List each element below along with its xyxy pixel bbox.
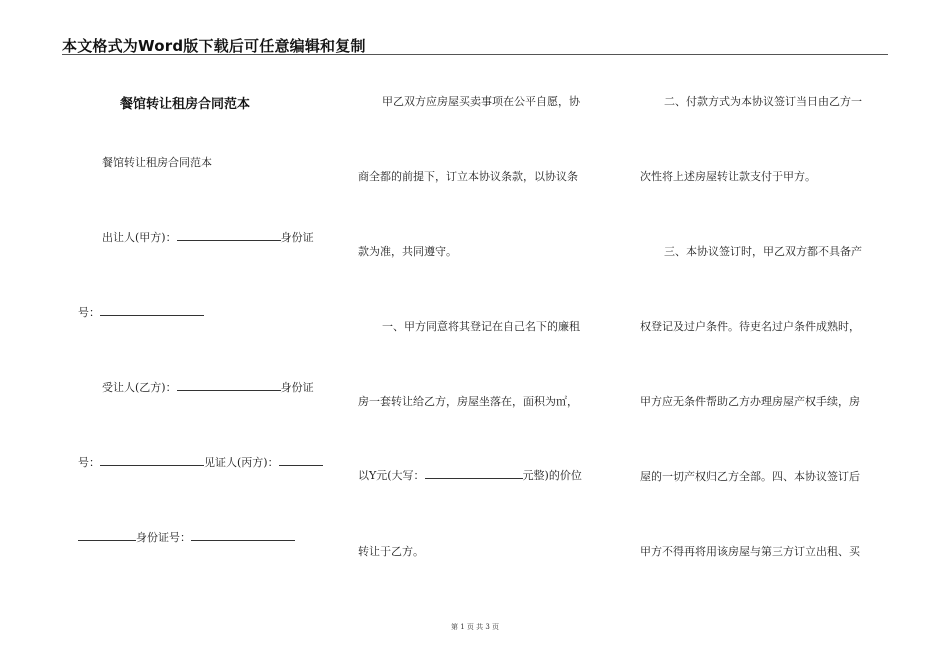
grantee-line — [102, 380, 314, 394]
page-header: 本文格式为Word版下载后可任意编辑和复制 — [62, 37, 366, 55]
price-blank — [425, 468, 523, 479]
col2-line-4: 一、甲方同意将其登记在自己名下的廉租 — [382, 320, 580, 333]
witness-id-label: 身份证号： — [136, 531, 191, 544]
col3-line-4: 权登记及过户条件。待吏名过户条件成熟时， — [640, 320, 860, 333]
grantee-blank — [177, 380, 281, 391]
grantor-blank — [177, 230, 281, 241]
price-suffix: 元整)的价位 — [522, 469, 582, 482]
col2-line-5: 房一套转让给乙方，房屋坐落在，面积为㎡， — [358, 395, 578, 408]
col3-line-1: 二、付款方式为本协议签订当日由乙方一 — [664, 95, 862, 108]
page-footer: 第 1 页 共 3 页 — [450, 623, 500, 631]
witness-name-blank — [78, 530, 136, 541]
col2-line-1: 甲乙双方应房屋买卖事项在公平自愿，协 — [382, 95, 580, 108]
witness-line — [78, 455, 323, 469]
grantor-line — [102, 230, 314, 244]
col3-line-5: 甲方应无条件帮助乙方办理房屋产权手续，房 — [640, 395, 860, 408]
witness-id-blank — [191, 530, 295, 541]
col3-line-2: 次性将上述房屋转让款支付于甲方。 — [640, 170, 816, 183]
col2-line-6 — [358, 468, 582, 482]
col2-line-7: 转让于乙方。 — [358, 545, 424, 558]
grantee-label: 受让人(乙方)： — [102, 381, 177, 394]
grantor-label: 出让人(甲方)： — [102, 231, 177, 244]
price-label: 以Y元(大写： — [358, 469, 425, 482]
grantor-id-blank — [100, 305, 204, 316]
grantor-id-prefix: 号： — [78, 306, 100, 319]
col2-line-2: 商全都的前提下，订立本协议条款，以协议条 — [358, 170, 578, 183]
witness-id-line — [78, 530, 295, 544]
witness-blank — [279, 455, 323, 466]
grantee-id-prefix: 号： — [78, 456, 100, 469]
document-title: 餐馆转让租房合同范本 — [120, 97, 251, 112]
grantee-id-label: 身份证 — [280, 381, 314, 394]
col3-line-6: 屋的一切产权归乙方全部。四、本协议签订后 — [640, 470, 860, 483]
header-divider — [62, 54, 888, 55]
document-subtitle: 餐馆转让租房合同范本 — [102, 156, 212, 169]
grantor-id-line — [78, 305, 204, 319]
witness-label: 见证人(丙方)： — [204, 456, 279, 469]
col2-line-3: 款为准，共同遵守。 — [358, 245, 457, 258]
col3-line-3: 三、本协议签订时，甲乙双方都不具备产 — [664, 245, 862, 258]
grantee-id-blank — [100, 455, 204, 466]
col3-line-7: 甲方不得再将用该房屋与第三方订立出租、买 — [640, 545, 860, 558]
grantor-id-label: 身份证 — [280, 231, 314, 244]
